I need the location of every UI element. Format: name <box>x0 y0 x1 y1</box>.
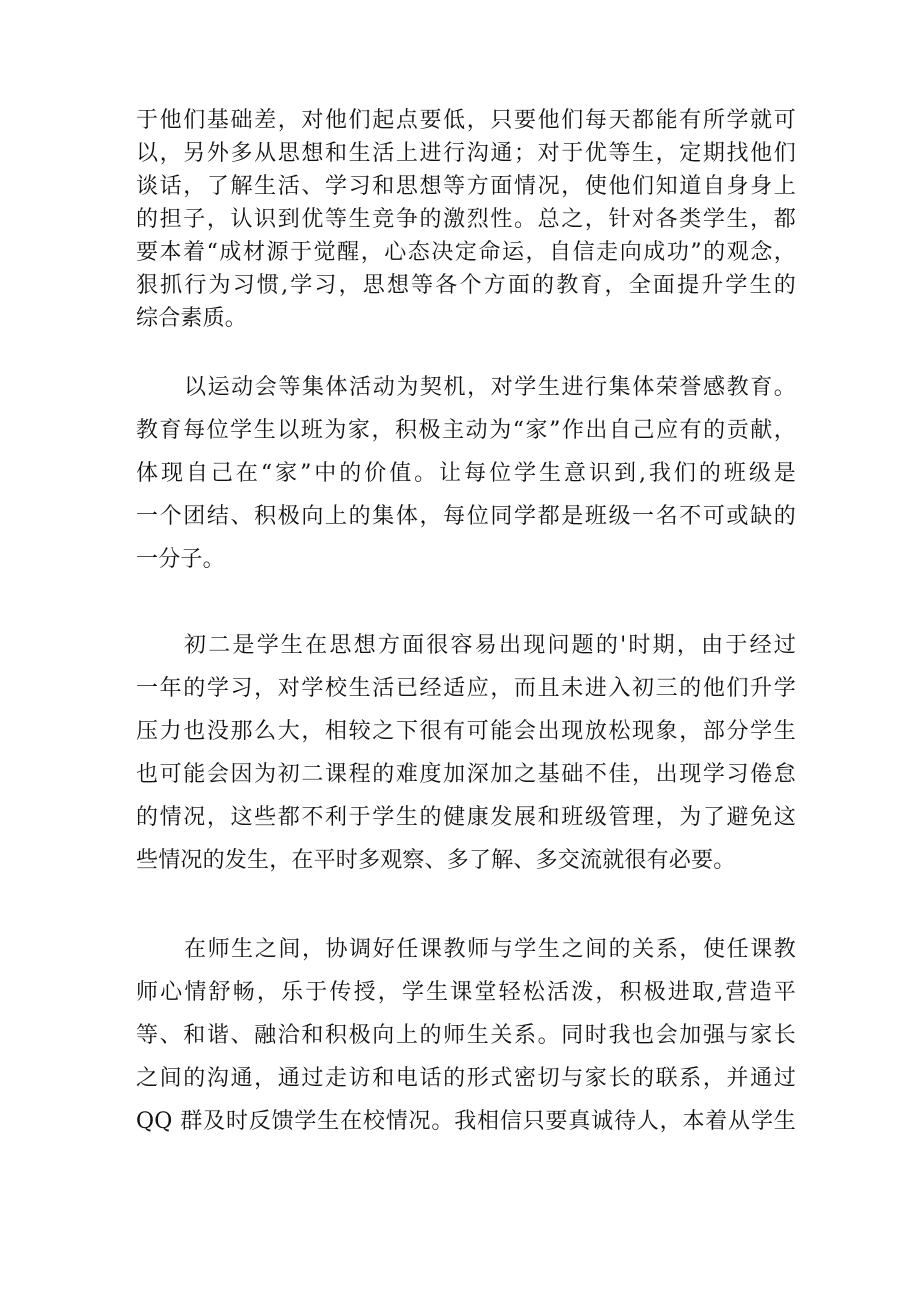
text-line: 的情况，这些都不利于学生的健康发展和班级管理，为了避免这 <box>136 805 796 830</box>
text-line: 在师生之间，协调好任课教师与学生之间的关系，使任课教 <box>184 937 796 962</box>
text-line: 一分子。 <box>136 547 225 572</box>
paragraph-1 <box>136 104 796 335</box>
text-line: 要本着“成材源于觉醒，心态决定命运，自信走向成功”的观念， <box>136 240 796 265</box>
text-line: 一个团结、积极向上的集体，每位同学都是班级一名不可或缺的 <box>136 504 796 529</box>
text-line: 压力也没那么大，相较之下很有可能会出现放松现象，部分学生 <box>136 719 796 744</box>
paragraph-4 <box>136 928 796 1143</box>
text-line: 以，另外多从思想和生活上进行沟通；对于优等生，定期找他们 <box>136 141 796 166</box>
paragraph-3 <box>136 624 796 882</box>
text-line: 些情况的发生，在平时多观察、多了解、多交流就很有必要。 <box>136 848 736 873</box>
paragraph-2 <box>136 366 796 581</box>
text-line: 也可能会因为初二课程的难度加深加之基础不佳，出现学习倦怠 <box>136 762 796 787</box>
text-line: 狠抓行为习惯,学习，思想等各个方面的教育，全面提升学生的 <box>136 273 796 298</box>
text-line: 初二是学生在思想方面很容易出现问题的'时期，由于经过 <box>184 633 796 658</box>
text-line: 体现自己在“家”中的价值。让每位学生意识到,我们的班级是 <box>136 461 796 486</box>
text-line: 一年的学习，对学校生活已经适应，而且未进入初三的他们升学 <box>136 676 796 701</box>
text-line: 谈话，了解生活、学习和思想等方面情况，使他们知道自身身上 <box>136 174 796 199</box>
text-line: QQ 群及时反馈学生在校情况。我相信只要真诚待人，本着从学生 <box>136 1109 796 1134</box>
text-line: 于他们基础差，对他们起点要低，只要他们每天都能有所学就可 <box>136 108 796 133</box>
text-line: 教育每位学生以班为家，积极主动为“家”作出自己应有的贡献， <box>136 418 796 443</box>
text-line: 以运动会等集体活动为契机，对学生进行集体荣誉感教育。 <box>184 375 796 400</box>
text-line: 等、和谐、融洽和积极向上的师生关系。同时我也会加强与家长 <box>136 1023 796 1048</box>
text-line: 的担子，认识到优等生竞争的激烈性。总之，针对各类学生，都 <box>136 207 796 232</box>
text-line: 师心情舒畅，乐于传授，学生课堂轻松活泼，积极进取,营造平 <box>136 980 796 1005</box>
text-line: 综合素质。 <box>136 306 248 331</box>
text-line: 之间的沟通，通过走访和电话的形式密切与家长的联系，并通过 <box>136 1066 796 1091</box>
